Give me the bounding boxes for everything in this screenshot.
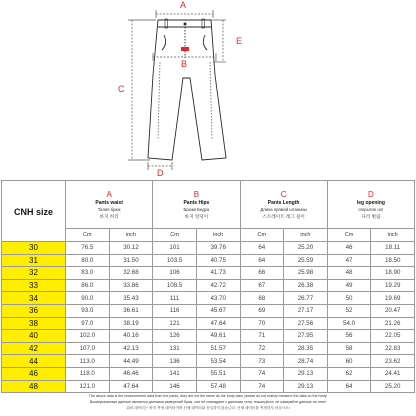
length-cm-cell: 64 <box>240 242 284 255</box>
header-d-letter: D <box>367 189 374 199</box>
note-korean: 위의 데이터는 바지 측정 데이터이며 신체 데이터와 동일하지 않습니다. 신체 데이터를 측정하지 마십시오! <box>126 406 290 411</box>
header-b-ru: Брюки Бедра <box>183 206 210 212</box>
waist-cm-cell: 102.0 <box>66 330 110 343</box>
pants-measurement-diagram <box>0 0 416 178</box>
size-cell: 42 <box>2 342 66 355</box>
unit-header-b-inch: inch <box>196 229 240 242</box>
leg-opening-cm-cell: 64 <box>327 380 371 393</box>
table-row <box>2 342 415 355</box>
size-column-header <box>2 181 66 242</box>
length-inch-cell: 25.98 <box>284 267 328 280</box>
leg-opening-inch-cell: 23.62 <box>371 355 415 368</box>
table-row <box>2 355 415 368</box>
hips-inch-cell: 49.61 <box>196 330 240 343</box>
waist-button-icon <box>184 23 187 26</box>
leg-opening-cm-cell: 58 <box>327 342 371 355</box>
size-cell: 34 <box>2 292 66 305</box>
table-row <box>2 304 415 317</box>
label-c: C <box>118 84 125 94</box>
length-inch-cell: 27.56 <box>284 317 328 330</box>
unit-header-a-cm: Cm <box>66 229 110 242</box>
waist-cm-cell: 107.0 <box>66 342 110 355</box>
hips-inch-cell: 43.70 <box>196 292 240 305</box>
hips-inch-cell: 42.72 <box>196 279 240 292</box>
size-cell: 44 <box>2 355 66 368</box>
leg-opening-cm-cell: 52 <box>327 304 371 317</box>
unit-header-d-cm: Cm <box>327 229 371 242</box>
leg-opening-inch-cell: 24.41 <box>371 367 415 380</box>
leg-opening-inch-cell: 25.20 <box>371 380 415 393</box>
header-c-ru: Длина прямой штанины <box>260 206 307 212</box>
leg-opening-inch-cell: 21.26 <box>371 317 415 330</box>
length-inch-cell: 25.20 <box>284 242 328 255</box>
length-cm-cell: 74 <box>240 380 284 393</box>
header-c-length <box>240 181 327 229</box>
leg-opening-cm-cell: 47 <box>327 254 371 267</box>
leg-opening-cm-cell: 56 <box>327 330 371 343</box>
length-cm-cell: 73 <box>240 355 284 368</box>
leg-opening-inch-cell: 20.47 <box>371 304 415 317</box>
table-row <box>2 292 415 305</box>
length-cm-cell: 72 <box>240 342 284 355</box>
hips-cm-cell: 111 <box>153 292 197 305</box>
waist-inch-cell: 32.68 <box>109 267 153 280</box>
hips-inch-cell: 41.73 <box>196 267 240 280</box>
length-inch-cell: 25.59 <box>284 254 328 267</box>
size-cell: 40 <box>2 330 66 343</box>
hips-cm-cell: 131 <box>153 342 197 355</box>
leg-opening-cm-cell: 49 <box>327 279 371 292</box>
waist-cm-cell: 97.0 <box>66 317 110 330</box>
size-cell: 32 <box>2 267 66 280</box>
hips-inch-cell: 45.67 <box>196 304 240 317</box>
hips-cm-cell: 146 <box>153 380 197 393</box>
length-cm-cell: 69 <box>240 304 284 317</box>
dimension-a-waist <box>156 10 213 18</box>
header-a-letter: A <box>106 189 112 199</box>
waist-cm-cell: 80.0 <box>66 254 110 267</box>
table-row <box>2 330 415 343</box>
header-c-en: Pants Length <box>267 199 300 206</box>
hips-inch-cell: 40.75 <box>196 254 240 267</box>
hips-cm-cell: 103.5 <box>153 254 197 267</box>
header-d-leg-opening <box>327 181 414 229</box>
waist-cm-cell: 118.0 <box>66 367 110 380</box>
hips-inch-cell: 57.48 <box>196 380 240 393</box>
hips-cm-cell: 108.5 <box>153 279 197 292</box>
length-inch-cell: 27.17 <box>284 304 328 317</box>
hips-inch-cell: 39.76 <box>196 242 240 255</box>
header-d-en: leg opening <box>356 199 385 206</box>
unit-header-a-inch: inch <box>109 229 153 242</box>
header-a-ru: Талия брюк <box>97 206 121 212</box>
waist-cm-cell: 86.0 <box>66 279 110 292</box>
table-row <box>2 317 415 330</box>
length-cm-cell: 71 <box>240 330 284 343</box>
note-english: The above data is the measurement data from the pants, they are not the same as the body data, please do not mainly measure the data on the body! <box>88 394 328 398</box>
waist-inch-cell: 44.49 <box>109 355 153 368</box>
unit-header-c-inch: inch <box>284 229 328 242</box>
length-cm-cell: 66 <box>240 267 284 280</box>
leg-opening-cm-cell: 48 <box>327 267 371 280</box>
header-a-en: Pants waist <box>95 199 123 206</box>
table-row <box>2 367 415 380</box>
leg-opening-cm-cell: 62 <box>327 367 371 380</box>
waist-cm-cell: 121.0 <box>66 380 110 393</box>
leg-opening-inch-cell: 22.83 <box>371 342 415 355</box>
waist-inch-cell: 30.12 <box>109 242 153 255</box>
hips-cm-cell: 136 <box>153 355 197 368</box>
hips-inch-cell: 53.54 <box>196 355 240 368</box>
waist-cm-cell: 113.0 <box>66 355 110 368</box>
header-b-letter: B <box>193 189 200 199</box>
leg-opening-inch-cell: 18.50 <box>371 254 415 267</box>
header-b-en: Pants Hips <box>183 199 210 206</box>
leg-opening-cm-cell: 50 <box>327 292 371 305</box>
label-b: B <box>181 59 188 69</box>
waist-inch-cell: 31.50 <box>109 254 153 267</box>
table-row <box>2 267 415 280</box>
waist-cm-cell: 83.0 <box>66 267 110 280</box>
waist-inch-cell: 40.16 <box>109 330 153 343</box>
length-cm-cell: 70 <box>240 317 284 330</box>
hips-cm-cell: 106 <box>153 267 197 280</box>
waist-cm-cell: 76.5 <box>66 242 110 255</box>
leg-opening-inch-cell: 19.69 <box>371 292 415 305</box>
label-a: A <box>180 0 187 10</box>
waist-inch-cell: 36.61 <box>109 304 153 317</box>
leg-opening-cm-cell: 60 <box>327 355 371 368</box>
length-inch-cell: 27.95 <box>284 330 328 343</box>
length-cm-cell: 64 <box>240 254 284 267</box>
label-e: E <box>236 36 243 46</box>
size-cell: 36 <box>2 304 66 317</box>
length-inch-cell: 26.38 <box>284 279 328 292</box>
table-row <box>2 380 415 393</box>
waist-inch-cell: 47.64 <box>109 380 153 393</box>
unit-header-b-cm: Cm <box>153 229 197 242</box>
unit-header-d-inch: inch <box>371 229 415 242</box>
size-cell: 48 <box>2 380 66 393</box>
length-inch-cell: 29.13 <box>284 380 328 393</box>
hips-inch-cell: 47.64 <box>196 317 240 330</box>
size-cell: 38 <box>2 317 66 330</box>
table-row <box>2 242 415 255</box>
hips-cm-cell: 116 <box>153 304 197 317</box>
unit-header-c-cm: Cm <box>240 229 284 242</box>
size-rows <box>2 242 415 393</box>
length-inch-cell: 28.35 <box>284 342 328 355</box>
leg-opening-inch-cell: 22.05 <box>371 330 415 343</box>
leg-opening-inch-cell: 18.11 <box>371 242 415 255</box>
header-b-ko: 바지 엉덩이 <box>184 213 209 219</box>
header-d-ru: открытие ног <box>358 206 384 212</box>
brand-tag <box>181 47 189 51</box>
hips-cm-cell: 101 <box>153 242 197 255</box>
length-inch-cell: 26.77 <box>284 292 328 305</box>
header-b-hips <box>153 181 240 229</box>
hips-inch-cell: 51.57 <box>196 342 240 355</box>
leg-opening-cm-cell: 46 <box>327 242 371 255</box>
header-d-ko: 다리 벌림 <box>361 213 381 219</box>
waist-inch-cell: 42.13 <box>109 342 153 355</box>
hips-cm-cell: 141 <box>153 367 197 380</box>
table-row <box>2 254 415 267</box>
leg-opening-cm-cell: 54.0 <box>327 317 371 330</box>
length-inch-cell: 29.13 <box>284 367 328 380</box>
header-c-letter: C <box>280 189 287 199</box>
length-cm-cell: 68 <box>240 292 284 305</box>
waist-cm-cell: 90.0 <box>66 292 110 305</box>
hips-cm-cell: 126 <box>153 330 197 343</box>
leg-opening-inch-cell: 18.90 <box>371 267 415 280</box>
length-cm-cell: 74 <box>240 367 284 380</box>
header-a-ko: 바지 허리 <box>99 213 119 219</box>
note-russian: Вышеуказанные данные являются данными измерений брюк, они не совпадают с данными тела, пожалуйста, не измеряйте данные на теле! <box>89 400 327 405</box>
length-cm-cell: 67 <box>240 279 284 292</box>
size-chart-table <box>1 180 415 393</box>
size-header-label: CNH size <box>13 207 53 217</box>
waist-inch-cell: 46.46 <box>109 367 153 380</box>
size-cell: 31 <box>2 254 66 267</box>
measurement-notes <box>4 393 412 412</box>
waist-cm-cell: 93.0 <box>66 304 110 317</box>
header-a-waist <box>66 181 153 229</box>
waist-inch-cell: 35.43 <box>109 292 153 305</box>
waist-inch-cell: 38.19 <box>109 317 153 330</box>
hips-cm-cell: 121 <box>153 317 197 330</box>
header-c-ko: 스트레이트 레그 길이 <box>262 213 305 219</box>
size-cell: 33 <box>2 279 66 292</box>
leg-opening-inch-cell: 19.29 <box>371 279 415 292</box>
size-cell: 46 <box>2 367 66 380</box>
waist-inch-cell: 33.86 <box>109 279 153 292</box>
length-inch-cell: 28.74 <box>284 355 328 368</box>
size-cell: 30 <box>2 242 66 255</box>
pants-outline <box>148 20 226 160</box>
hips-inch-cell: 55.51 <box>196 367 240 380</box>
label-d: D <box>157 168 164 178</box>
table-row <box>2 279 415 292</box>
